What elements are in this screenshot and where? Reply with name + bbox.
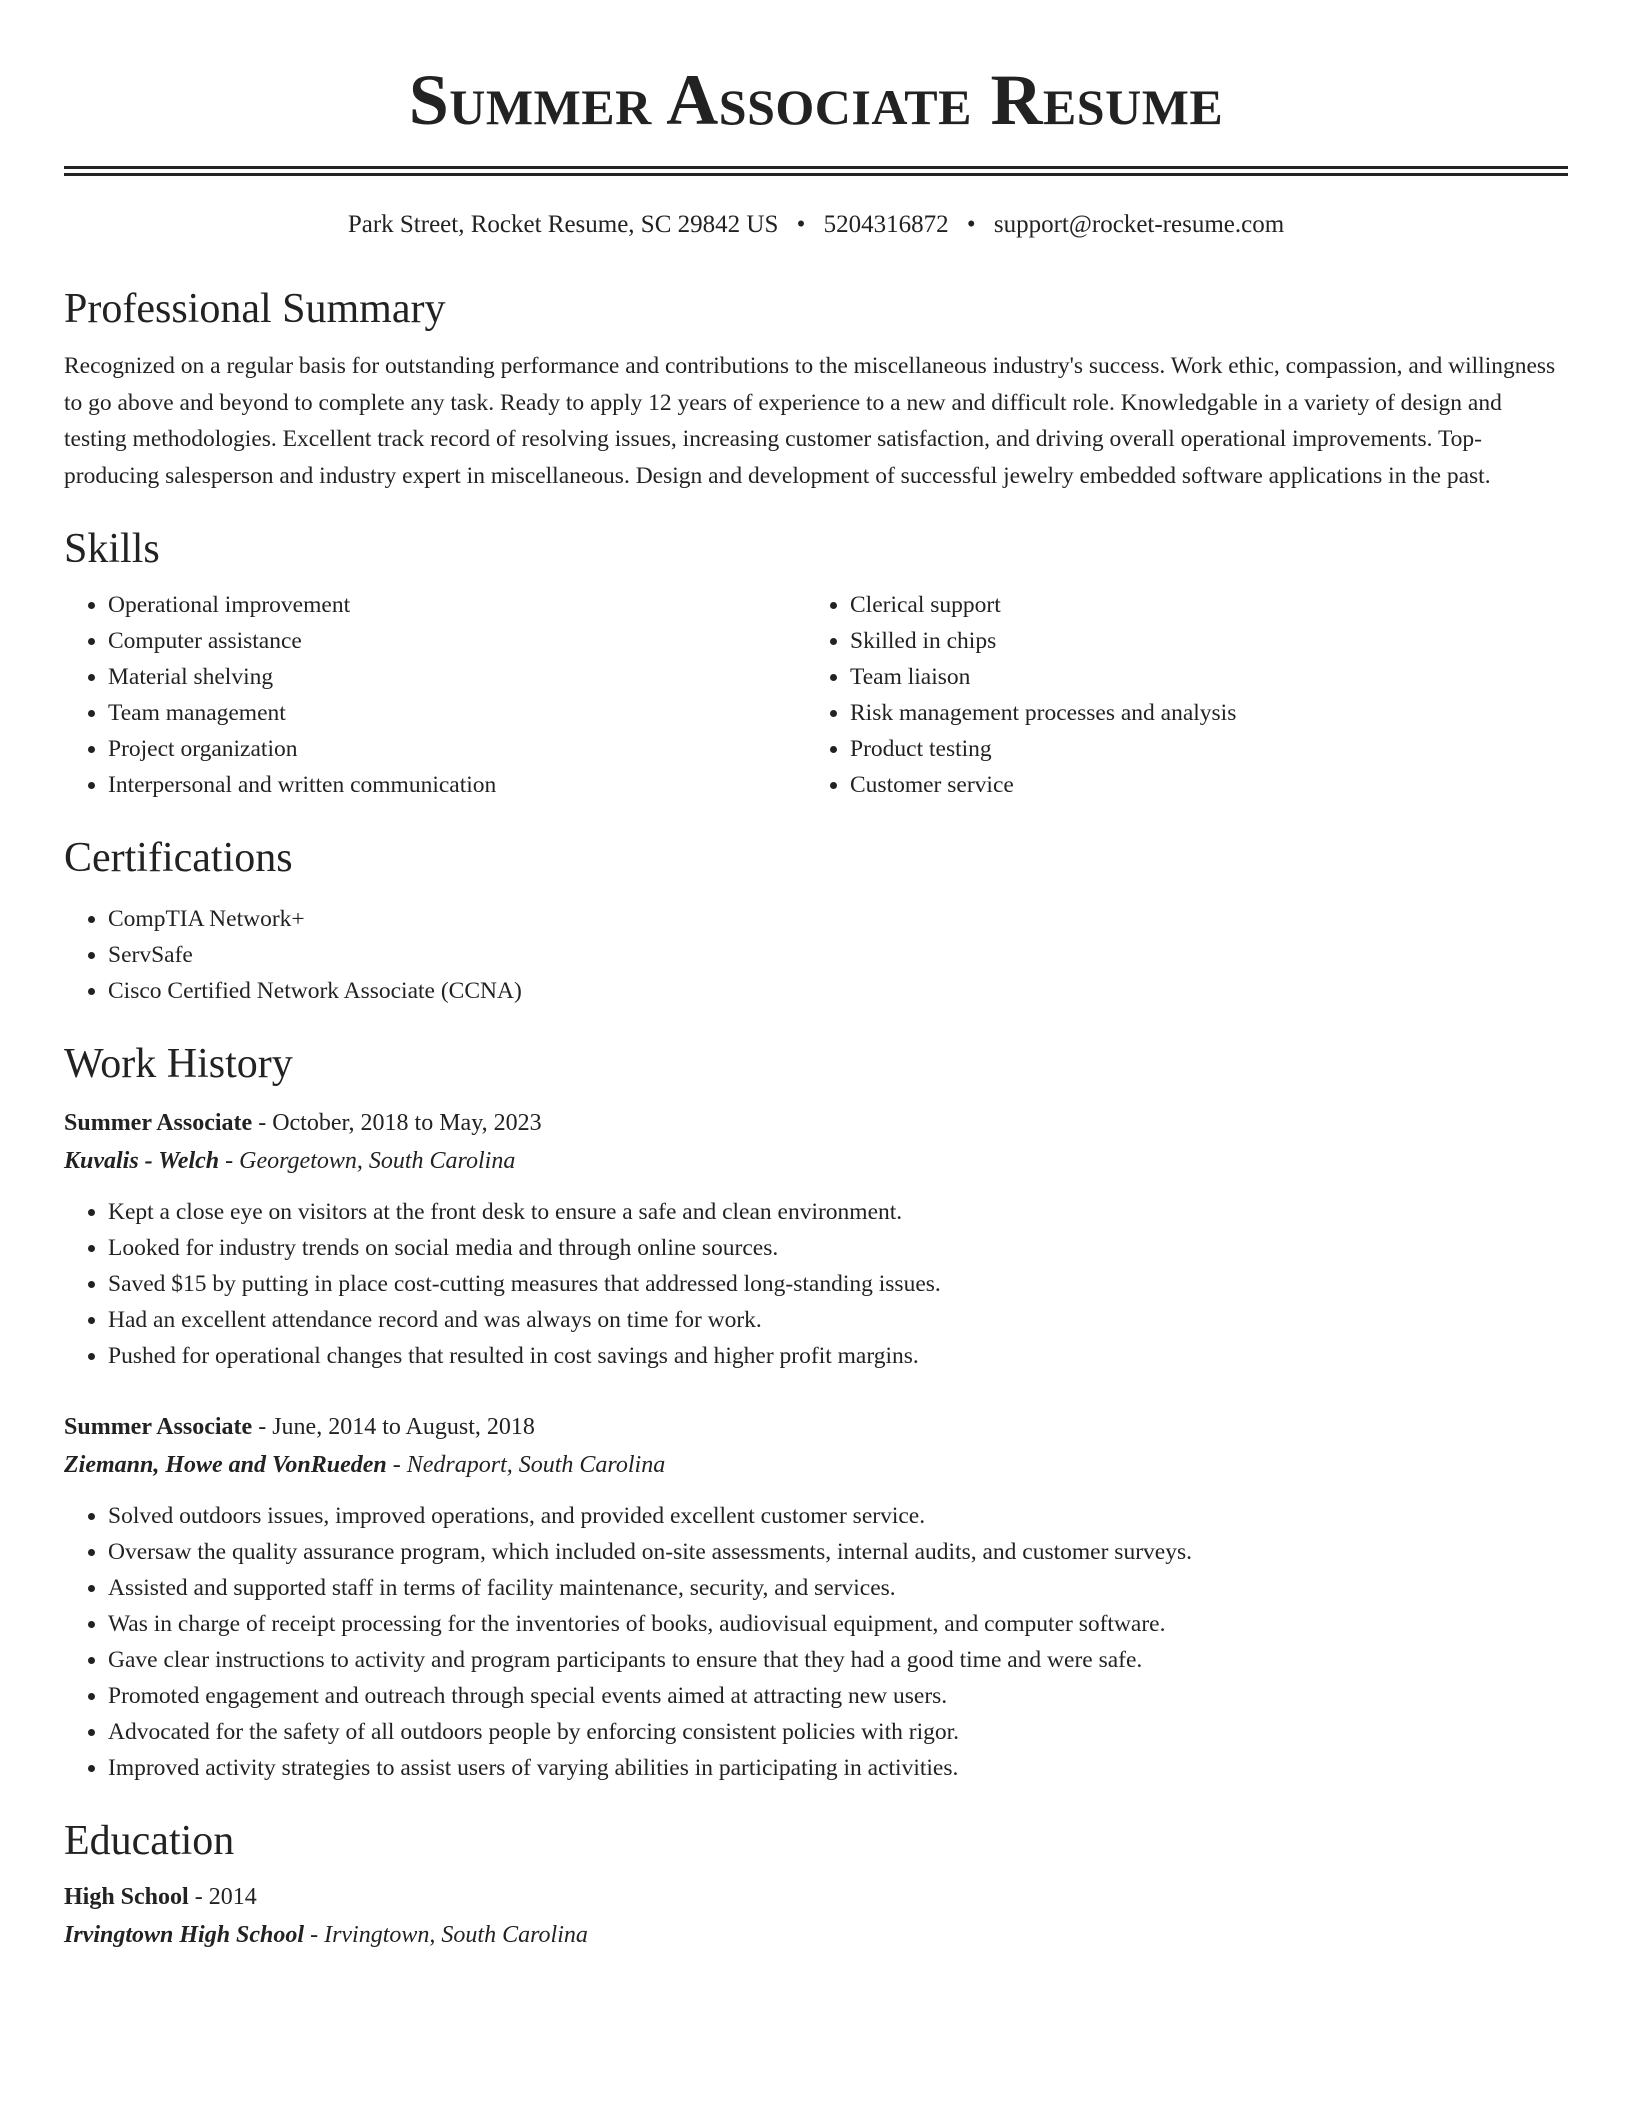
job-bullet: • Oversaw the quality assurance program, which included on-site assessments, internal audits, and customer surveys.	[108, 1534, 1568, 1570]
job-entry	[64, 1104, 1568, 1374]
title-divider	[64, 166, 1568, 176]
certification-item: • ServSafe	[108, 937, 1568, 973]
contact-separator: •	[966, 211, 976, 238]
education-header	[64, 1878, 1568, 1916]
job-company-line	[64, 1446, 1568, 1484]
job-dates: - October, 2018 to May, 2023	[252, 1109, 542, 1136]
skill-item: • Project organization	[108, 731, 806, 767]
contact-address: Park Street, Rocket Resume, SC 29842 US	[347, 211, 779, 238]
education-location: - Irvingtown, South Carolina	[304, 1921, 588, 1948]
job-company: Kuvalis - Welch	[64, 1147, 220, 1174]
job-bullet: • Saved $15 by putting in place cost-cutting measures that addressed long-standing issues.	[108, 1266, 1568, 1302]
certifications-list	[64, 901, 1568, 1009]
job-company-line	[64, 1142, 1568, 1180]
job-bullet: • Had an excellent attendance record and was always on time for work.	[108, 1302, 1568, 1338]
job-dates: - June, 2014 to August, 2018	[252, 1413, 535, 1440]
skill-item: • Clerical support	[850, 587, 1548, 623]
job-header	[64, 1408, 1568, 1446]
contact-phone: 5204316872	[823, 211, 949, 238]
resume-title: Summer Associate Resume	[408, 60, 1224, 140]
skill-item: • Skilled in chips	[850, 623, 1548, 659]
job-bullet: • Was in charge of receipt processing for the inventories of books, audiovisual equipment, and computer software.	[108, 1606, 1568, 1642]
job-bullet-list	[64, 1194, 1568, 1374]
skills-heading: Skills	[64, 526, 160, 573]
skill-item: • Product testing	[850, 731, 1548, 767]
job-bullet-list	[64, 1498, 1568, 1786]
job-bullet: • Solved outdoors issues, improved operations, and provided excellent customer service.	[108, 1498, 1568, 1534]
job-bullet: • Looked for industry trends on social media and through online sources.	[108, 1230, 1568, 1266]
skills-left-list	[64, 587, 806, 803]
skill-item: • Material shelving	[108, 659, 806, 695]
education-degree: High School	[64, 1883, 189, 1910]
job-bullet: • Pushed for operational changes that resulted in cost savings and higher profit margins.	[108, 1338, 1568, 1374]
job-bullet: • Improved activity strategies to assist users of varying abilities in participating in activities.	[108, 1750, 1568, 1786]
skill-item: • Risk management processes and analysis	[850, 695, 1548, 731]
skill-item: • Operational improvement	[108, 587, 806, 623]
job-position: Summer Associate	[64, 1109, 253, 1136]
contact-separator: •	[796, 211, 806, 238]
contact-line	[64, 210, 1568, 240]
job-location: - Nedraport, South Carolina	[386, 1451, 666, 1478]
education-school-line	[64, 1916, 1568, 1954]
certification-item: • CompTIA Network+	[108, 901, 1568, 937]
summary-heading: Professional Summary	[64, 286, 446, 332]
job-bullet: • Promoted engagement and outreach through special events aimed at attracting new users.	[108, 1678, 1568, 1714]
skills-columns	[64, 587, 1568, 803]
job-bullet: • Gave clear instructions to activity and program participants to ensure that they had a good time and were safe.	[108, 1642, 1568, 1678]
skill-item: • Interpersonal and written communication	[108, 767, 806, 803]
job-header	[64, 1104, 1568, 1142]
education-heading: Education	[64, 1817, 235, 1864]
skill-item: • Computer assistance	[108, 623, 806, 659]
job-position: Summer Associate	[64, 1413, 253, 1440]
education-year: - 2014	[188, 1883, 257, 1910]
work-history-heading: Work History	[64, 1041, 293, 1088]
job-bullet: • Kept a close eye on visitors at the front desk to ensure a safe and clean environment.	[108, 1194, 1568, 1230]
skills-right-list	[806, 587, 1548, 803]
summary-text: Recognized on a regular basis for outstanding performance and contributions to the miscellaneous industry's success. Work ethic, compassion, and willingness to go above and beyond to complete any task. Ready to apply 12 years of experience to a new and difficult role. Knowledgable in a variety of design and testing methodologies. Excellent track record of resolving issues, increasing customer satisfaction, and driving overall operational improvements. Top-producing salesperson and industry expert in miscellaneous. Design and development of successful jewelry embedded software applications in the past.	[64, 353, 1556, 489]
certifications-heading: Certifications	[64, 834, 293, 881]
skill-item: • Team liaison	[850, 659, 1548, 695]
job-entry	[64, 1408, 1568, 1786]
job-bullet: • Assisted and supported staff in terms of facility maintenance, security, and services.	[108, 1570, 1568, 1606]
skill-item: • Team management	[108, 695, 806, 731]
skills-right-column	[806, 587, 1548, 803]
job-bullet: • Advocated for the safety of all outdoors people by enforcing consistent policies with rigor.	[108, 1714, 1568, 1750]
skills-left-column	[64, 587, 806, 803]
education-school: Irvingtown High School	[64, 1921, 305, 1948]
job-company: Ziemann, Howe and VonRueden	[64, 1451, 387, 1478]
job-location: - Georgetown, South Carolina	[219, 1147, 516, 1174]
contact-email: support@rocket-resume.com	[993, 211, 1285, 238]
education-entry	[64, 1878, 1568, 1954]
skill-item: • Customer service	[850, 767, 1548, 803]
certification-item: • Cisco Certified Network Associate (CCNA)	[108, 973, 1568, 1009]
